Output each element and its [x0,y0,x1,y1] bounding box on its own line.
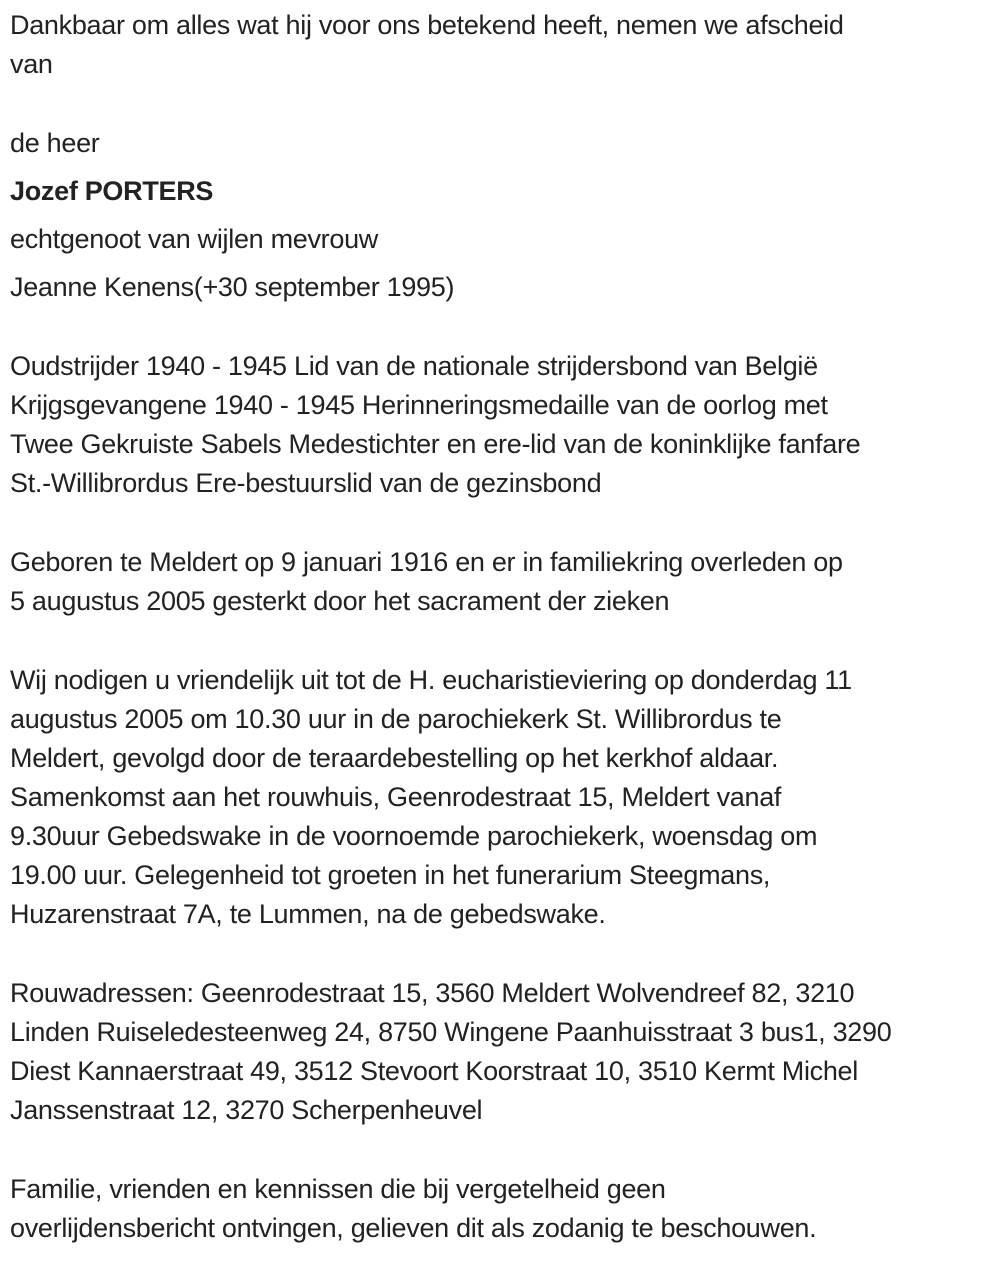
addresses-line-2: Linden Ruiseledesteenweg 24, 8750 Wingene Paanhuisstraat 3 bus1, 3290 [10,1017,892,1047]
service-line-2: augustus 2005 om 10.30 uur in de parochiekerk St. Willibrordus te [10,704,782,734]
honors-line-3: Twee Gekruiste Sabels Medestichter en ere-lid van de koninklijke fanfare [10,429,861,459]
birth-death-line-2: 5 augustus 2005 gesterkt door het sacrament der zieken [10,586,670,616]
birth-death-paragraph [10,543,990,621]
closing-line-2: overlijdensbericht ontvingen, gelieven dit als zodanig te beschouwen. [10,1213,817,1243]
deceased-header [10,124,990,307]
service-line-4: Samenkomst aan het rouwhuis, Geenrodestraat 15, Meldert vanaf [10,782,782,812]
deceased-name: Jozef PORTERS [10,176,214,206]
closing-line-1: Familie, vrienden en kennissen die bij vergetelheid geen [10,1174,666,1204]
honors-line-2: Krijgsgevangene 1940 - 1945 Herinneringsmedaille van de oorlog met [10,390,828,420]
salutation: de heer [10,128,100,158]
intro-paragraph [10,6,990,84]
addresses-line-1: Rouwadressen: Geenrodestraat 15, 3560 Meldert Wolvendreef 82, 3210 [10,978,855,1008]
spouse-name: Jeanne Kenens(+30 september 1995) [10,272,455,302]
spouse-relation: echtgenoot van wijlen mevrouw [10,224,379,254]
service-line-5: 9.30uur Gebedswake in de voornoemde parochiekerk, woensdag om [10,821,818,851]
birth-death-line-1: Geboren te Meldert op 9 januari 1916 en er in familiekring overleden op [10,547,843,577]
honors-paragraph [10,347,990,503]
service-line-3: Meldert, gevolgd door de teraardebestelling op het kerkhof aldaar. [10,743,779,773]
intro-line-1: Dankbaar om alles wat hij voor ons betekend heeft, nemen we afscheid [10,10,844,40]
service-line-1: Wij nodigen u vriendelijk uit tot de H. eucharistieviering op donderdag 11 [10,665,852,695]
honors-line-1: Oudstrijder 1940 - 1945 Lid van de nationale strijdersbond van België [10,351,818,381]
service-paragraph [10,661,990,934]
addresses-paragraph [10,974,990,1130]
closing-paragraph [10,1170,990,1248]
honors-line-4: St.-Willibrordus Ere-bestuurslid van de gezinsbond [10,468,602,498]
service-line-7: Huzarenstraat 7A, te Lummen, na de gebedswake. [10,899,606,929]
addresses-line-3: Diest Kannaerstraat 49, 3512 Stevoort Koorstraat 10, 3510 Kermt Michel [10,1056,858,1086]
intro-line-2: van [10,49,53,79]
addresses-line-4: Janssenstraat 12, 3270 Scherpenheuvel [10,1095,483,1125]
service-line-6: 19.00 uur. Gelegenheid tot groeten in het funerarium Steegmans, [10,860,771,890]
